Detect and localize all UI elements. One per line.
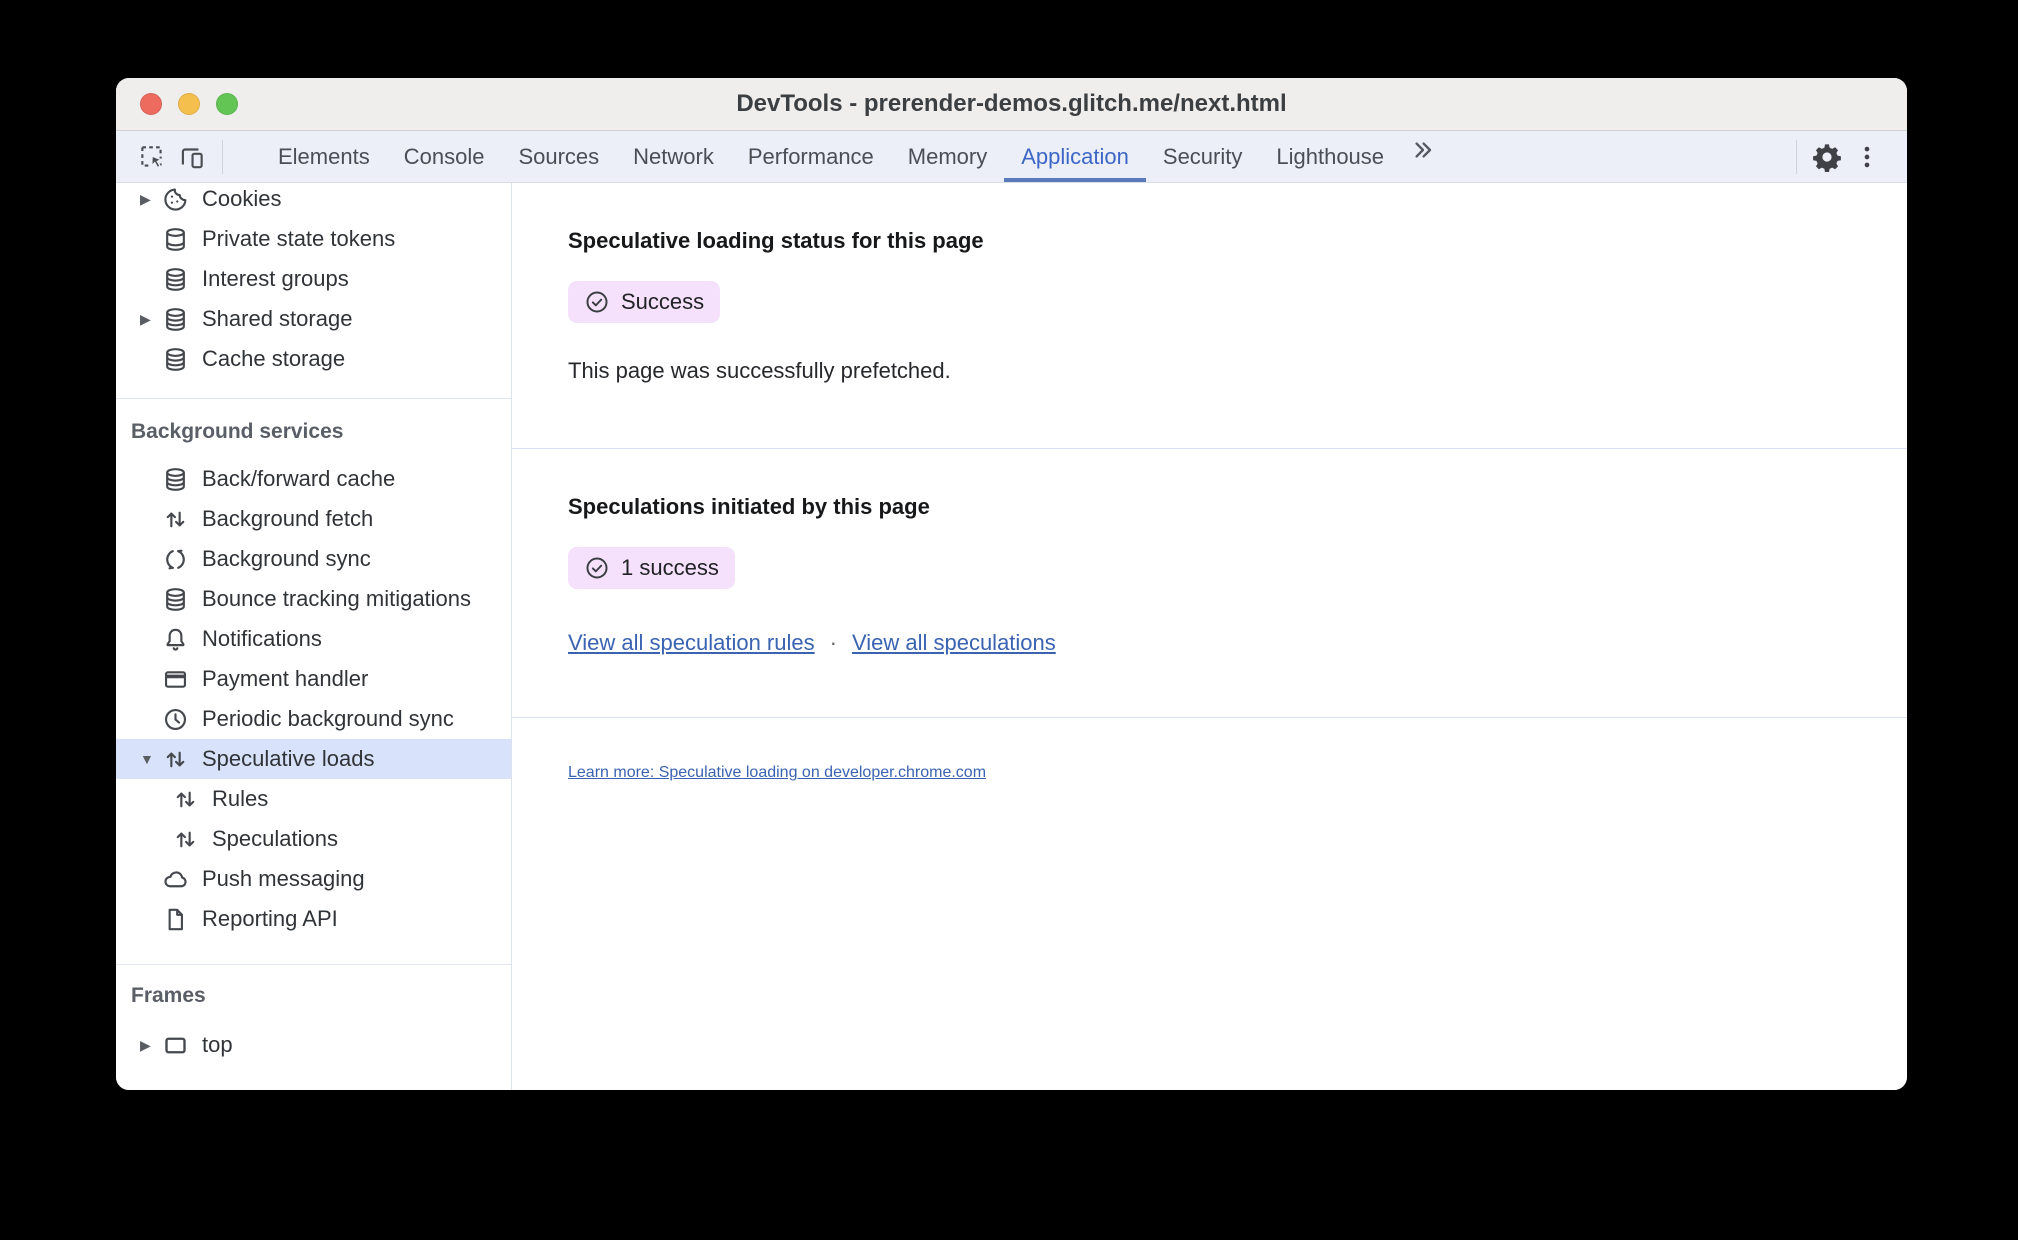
sidebar-item-notifications[interactable] bbox=[116, 619, 511, 659]
sidebar-item-label: Shared storage bbox=[202, 306, 353, 331]
toolbar-separator-right bbox=[1796, 140, 1797, 174]
sidebar-item-label: Periodic background sync bbox=[202, 706, 454, 731]
sidebar-item-periodic-background-sync[interactable] bbox=[116, 699, 511, 739]
clock-icon bbox=[162, 706, 189, 733]
cookie-icon bbox=[162, 186, 189, 213]
sidebar-item-background-sync[interactable] bbox=[116, 539, 511, 579]
window-titlebar bbox=[116, 78, 1907, 131]
sidebar-item-label: Payment handler bbox=[202, 666, 369, 691]
toolbar-right-tools bbox=[1786, 131, 1907, 182]
tab-memory[interactable]: Memory bbox=[907, 143, 988, 169]
sidebar-item-label: Rules bbox=[212, 786, 269, 811]
bell-icon bbox=[162, 626, 189, 653]
up-down-arrows-icon bbox=[172, 826, 199, 853]
background-services-header: Background services bbox=[131, 420, 344, 443]
database-icon bbox=[162, 586, 189, 613]
sidebar-item-cache-storage[interactable] bbox=[116, 339, 511, 379]
speculations-heading: Speculations initiated by this page bbox=[568, 494, 930, 519]
device-toolbar-icon[interactable] bbox=[174, 138, 210, 176]
sidebar-item-shared-storage[interactable] bbox=[116, 299, 511, 339]
sidebar-item-label: Push messaging bbox=[202, 866, 365, 891]
sidebar-item-label: Bounce tracking mitigations bbox=[202, 586, 472, 611]
speculative-loads-panel bbox=[512, 183, 1907, 1090]
status-badge-label: Success bbox=[621, 289, 705, 314]
window-title: DevTools - prerender-demos.glitch.me/next.html bbox=[736, 90, 1287, 117]
tab-security[interactable]: Security bbox=[1162, 143, 1243, 169]
tab-performance[interactable]: Performance bbox=[747, 143, 874, 169]
collapse-arrow-icon[interactable]: ▼ bbox=[140, 751, 154, 767]
sidebar-item-reporting-api[interactable] bbox=[116, 899, 511, 939]
minimize-window-button[interactable] bbox=[178, 93, 200, 115]
learn-more-section bbox=[512, 718, 1907, 1090]
more-options-icon[interactable] bbox=[1849, 138, 1885, 176]
sidebar-item-label: Reporting API bbox=[202, 906, 338, 931]
frames-section bbox=[116, 965, 511, 1065]
sidebar-item-speculative-loads[interactable] bbox=[116, 739, 511, 779]
application-sidebar bbox=[116, 183, 512, 1090]
cloud-icon bbox=[162, 866, 189, 893]
status-description: This page was successfully prefetched. bbox=[568, 358, 951, 383]
expand-arrow-icon[interactable]: ▶ bbox=[140, 1037, 151, 1053]
speculations-count-badge bbox=[568, 547, 735, 589]
sidebar-item-label: Notifications bbox=[202, 626, 322, 651]
up-down-arrows-icon bbox=[162, 506, 189, 533]
sidebar-item-speculative-loads-speculations[interactable] bbox=[116, 819, 511, 859]
sidebar-item-payment-handler[interactable] bbox=[116, 659, 511, 699]
sidebar-item-bounce-tracking-mitigations[interactable] bbox=[116, 579, 511, 619]
devtools-tabs bbox=[261, 131, 1443, 182]
inspect-element-icon[interactable] bbox=[134, 138, 170, 176]
sidebar-item-label: Speculations bbox=[212, 826, 338, 851]
sidebar-item-label: Background fetch bbox=[202, 506, 374, 531]
sidebar-item-label: Speculative loads bbox=[202, 746, 375, 771]
payment-card-icon bbox=[162, 666, 189, 693]
expand-arrow-icon[interactable]: ▶ bbox=[140, 191, 151, 207]
sidebar-item-label: Interest groups bbox=[202, 266, 349, 291]
toolbar-separator bbox=[222, 140, 223, 174]
view-all-speculations-link[interactable]: View all speculations bbox=[851, 630, 1056, 655]
sidebar-item-cookies[interactable] bbox=[116, 183, 511, 219]
sidebar-item-label: top bbox=[202, 1032, 233, 1057]
sidebar-item-label: Background sync bbox=[202, 546, 371, 571]
database-icon bbox=[162, 466, 189, 493]
tab-sources[interactable]: Sources bbox=[518, 143, 600, 169]
traffic-lights bbox=[140, 78, 238, 130]
sidebar-item-interest-groups[interactable] bbox=[116, 259, 511, 299]
tab-elements[interactable]: Elements bbox=[278, 143, 370, 169]
sidebar-item-label: Private state tokens bbox=[202, 226, 396, 251]
sidebar-item-label: Cache storage bbox=[202, 346, 346, 371]
database-icon bbox=[162, 306, 189, 333]
storage-section bbox=[116, 183, 511, 399]
speculations-links-row bbox=[568, 629, 1867, 657]
database-icon bbox=[162, 346, 189, 373]
expand-arrow-icon[interactable]: ▶ bbox=[140, 311, 151, 327]
database-icon bbox=[162, 226, 189, 253]
tab-lighthouse[interactable]: Lighthouse bbox=[1276, 143, 1385, 169]
sidebar-item-speculative-loads-rules[interactable] bbox=[116, 779, 511, 819]
file-icon bbox=[162, 906, 189, 933]
speculations-section bbox=[512, 449, 1907, 718]
more-tabs-icon[interactable] bbox=[1405, 131, 1441, 169]
check-circle-icon bbox=[584, 555, 610, 581]
check-circle-icon bbox=[584, 289, 610, 315]
status-badge bbox=[568, 281, 720, 323]
frame-icon bbox=[162, 1032, 189, 1059]
up-down-arrows-icon bbox=[172, 786, 199, 813]
sidebar-item-top-frame[interactable] bbox=[116, 1025, 511, 1065]
sidebar-item-push-messaging[interactable] bbox=[116, 859, 511, 899]
background-services-section bbox=[116, 399, 511, 965]
loading-status-section bbox=[512, 183, 1907, 449]
sync-arrows-icon bbox=[162, 546, 189, 573]
sidebar-item-background-fetch[interactable] bbox=[116, 499, 511, 539]
close-window-button[interactable] bbox=[140, 93, 162, 115]
tab-console[interactable]: Console bbox=[403, 143, 485, 169]
view-all-speculation-rules-link[interactable]: View all speculation rules bbox=[568, 630, 815, 655]
up-down-arrows-icon bbox=[162, 746, 189, 773]
tab-application[interactable]: Application bbox=[1004, 131, 1146, 182]
database-icon bbox=[162, 266, 189, 293]
loading-status-heading: Speculative loading status for this page bbox=[568, 228, 984, 253]
speculations-count-badge-label: 1 success bbox=[621, 555, 719, 580]
sidebar-item-private-state-tokens[interactable] bbox=[116, 219, 511, 259]
sidebar-item-back-forward-cache[interactable] bbox=[116, 459, 511, 499]
devtools-body bbox=[116, 183, 1907, 1090]
tab-network[interactable]: Network bbox=[633, 143, 714, 169]
link-dot-separator: · bbox=[829, 630, 837, 655]
devtools-toolbar bbox=[116, 131, 1907, 183]
frames-header: Frames bbox=[131, 984, 206, 1007]
learn-more-link[interactable]: Learn more: Speculative loading on developer.chrome.com bbox=[568, 764, 987, 781]
sidebar-item-label: Cookies bbox=[202, 186, 282, 211]
sidebar-item-label: Back/forward cache bbox=[202, 466, 396, 491]
settings-gear-icon[interactable] bbox=[1809, 138, 1845, 176]
maximize-window-button[interactable] bbox=[216, 93, 238, 115]
devtools-window bbox=[116, 78, 1907, 1090]
